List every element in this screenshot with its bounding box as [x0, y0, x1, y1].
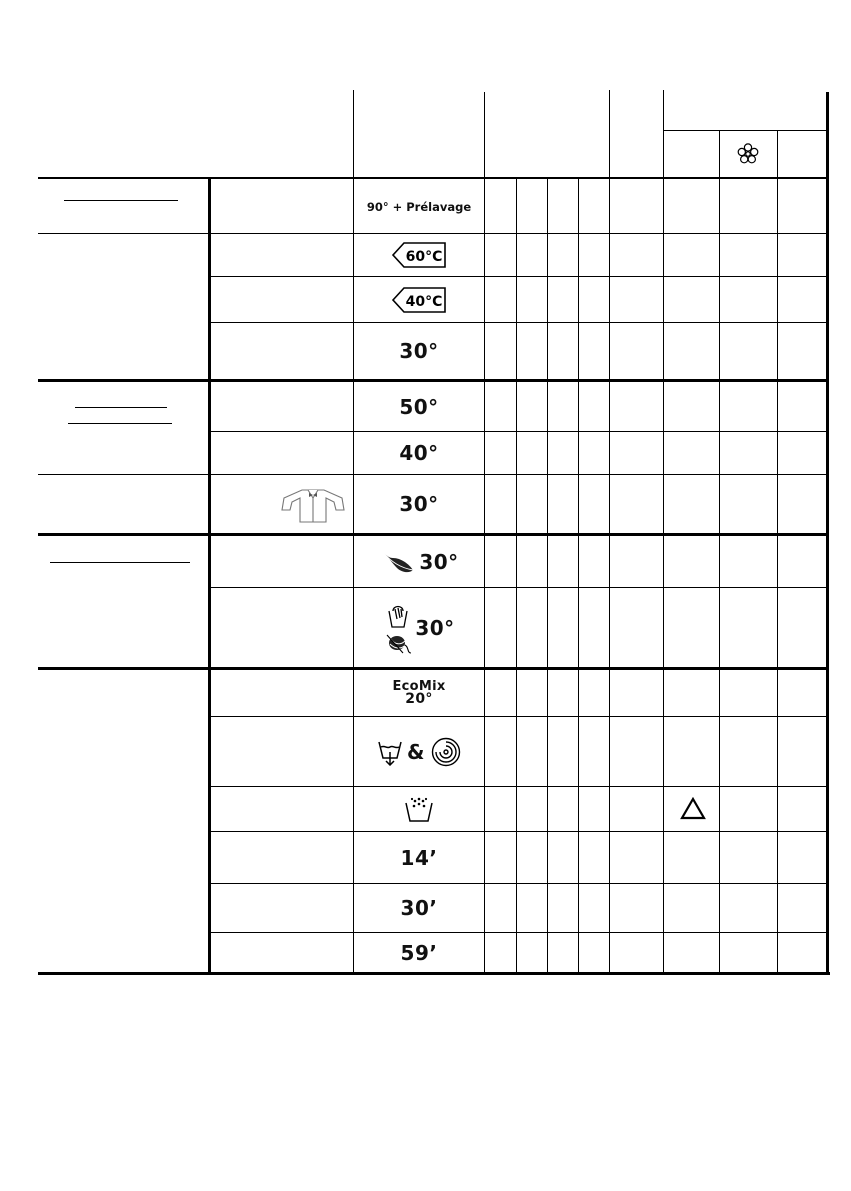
program-label: 60°C	[405, 249, 443, 265]
program-cell	[354, 234, 484, 276]
program-cell	[354, 432, 484, 474]
program-cell	[354, 277, 484, 322]
flower-icon	[736, 142, 760, 166]
program-label: 40°C	[405, 293, 443, 310]
grid-line	[208, 831, 828, 832]
program-label: 40°	[399, 441, 439, 465]
grid-line	[208, 587, 828, 588]
program-label: 20°	[405, 691, 433, 707]
grid-line	[777, 130, 778, 975]
program-label: 50°	[399, 394, 439, 419]
program-label: 90° + Prélavage	[366, 199, 472, 214]
category-underline	[50, 562, 190, 563]
program-label: 59’	[400, 940, 438, 965]
shirt-icon	[280, 486, 346, 524]
handwash-wool-icon	[383, 599, 413, 657]
spin-icon	[431, 737, 461, 767]
program-label: 30°	[399, 339, 439, 363]
program-cell	[354, 382, 484, 431]
program-label: &	[407, 739, 425, 764]
grid-line	[208, 786, 828, 787]
program-label: EcoMix	[392, 679, 446, 694]
program-label: 30°	[419, 549, 459, 574]
grid-line	[208, 932, 828, 933]
program-label: 30°	[399, 492, 439, 516]
feather-icon	[379, 548, 415, 576]
rinse-icon	[404, 795, 434, 823]
grid-line	[208, 276, 828, 277]
temperature-label-icon	[392, 242, 446, 268]
grid-line	[208, 322, 828, 323]
program-cell	[354, 536, 484, 587]
grid-line	[208, 178, 211, 975]
grid-line	[38, 972, 830, 975]
category-underline	[68, 423, 172, 424]
program-cell	[354, 933, 484, 972]
grid-line	[516, 178, 517, 975]
triangle-icon	[680, 797, 706, 820]
grid-line	[208, 716, 828, 717]
program-cell	[354, 787, 484, 831]
grid-line	[208, 431, 828, 432]
program-cell	[354, 717, 484, 786]
program-label: 30°	[415, 615, 455, 640]
grid-line	[547, 178, 548, 975]
grid-line	[719, 130, 720, 975]
program-label: 14’	[400, 845, 438, 870]
category-underline	[75, 407, 167, 408]
program-cell	[354, 670, 484, 716]
grid-line	[578, 178, 579, 975]
temperature-label-icon	[392, 287, 446, 313]
grid-line	[663, 130, 827, 131]
program-cell	[354, 832, 484, 883]
program-cell	[354, 588, 484, 667]
grid-line	[38, 177, 828, 179]
program-cell	[354, 475, 484, 533]
program-label: 30’	[400, 896, 438, 920]
drain-icon	[377, 738, 403, 766]
program-cell	[354, 180, 484, 233]
category-underline	[64, 200, 178, 201]
program-cell	[354, 323, 484, 379]
grid-line	[208, 883, 828, 884]
program-cell	[354, 884, 484, 932]
